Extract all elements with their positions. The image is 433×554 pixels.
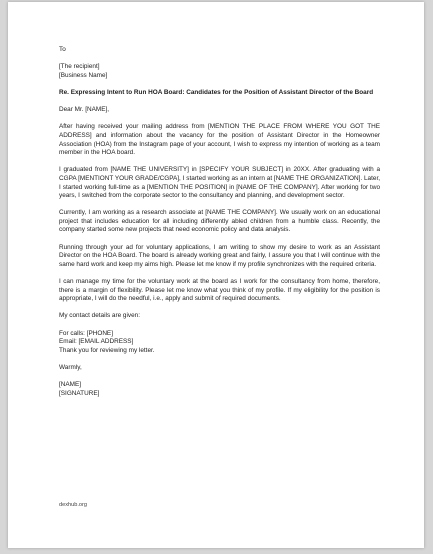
sender-name: [NAME] [59, 381, 82, 389]
recipient-name: [The recipient] [59, 63, 100, 71]
letter-body [59, 46, 380, 407]
paragraph-current-work: Currently, I am working as a research associate at [NAME THE COMPANY]. We usually work on an educational project that includes education for all including differently abled children from a humble class. Recently, the company started some new projects that need economic policy and data analysis. [59, 209, 380, 234]
document-page [8, 2, 424, 548]
to-label: To [59, 46, 66, 53]
paragraph-address: After having received your mailing address from [MENTION THE PLACE FROM WHERE YOU GOT THE ADDRESS] and information about the vacancy for the position of Assistant Director in the Homeowner Association (HOA) from the Instagram page of your account, I wish to express my intention of working as a team member in the HOA board. [59, 123, 380, 157]
signature-block [59, 381, 380, 398]
sender-signature: [SIGNATURE] [59, 389, 100, 397]
recipient-block [59, 63, 380, 80]
paragraph-education: I graduated from [NAME THE UNIVERSITY] in [SPECIFY YOUR SUBJECT] in 20XX. After graduating with a CGPA [MENTIONT YOUR GRADE/CGPA], I started working as an intern at [NAME THE ORGANIZATION]. Later, I started working full-time as a [MENTION THE POSITION] in [NAME OF THE COMPANY]. After working for two years, I switched from the corporate sector to the consultancy and planning, and development sector. [59, 166, 380, 200]
watermark: dexhub.org [59, 502, 87, 508]
contact-email: Email: [EMAIL ADDRESS] [59, 338, 134, 346]
paragraph-intent: Running through your ad for voluntary applications, I am writing to show my desire to work as an Assistant Director on the HOA Board. The board is already working great and fairly, I assure you that I will continue with the same hard work and keep my aims high. Please let me know if my profile synchronizes with the required criteria. [59, 243, 380, 268]
thanks-line: Thank you for reviewing my letter. [59, 346, 155, 354]
to-line [59, 46, 380, 55]
contact-intro: My contact details are given: [59, 312, 140, 320]
paragraph-availability: I can manage my time for the voluntary work at the board as I work for the consultancy from home, therefore, there is a margin of flexibility. Please let me know what you think of my profile. If my eligibility for the position is appropriate, I will do the needful, i.e., apply and submit of required documents. [59, 278, 380, 303]
business-name: [Business Name] [59, 71, 108, 79]
contact-block [59, 330, 380, 356]
closing: Warmly, [59, 363, 82, 371]
subject-line: Re. Expressing Intent to Run HOA Board: Candidates for the Position of Assistant Director of the Board [59, 88, 374, 96]
salutation: Dear Mr. [NAME], [59, 106, 110, 114]
contact-phone: For calls: [PHONE] [59, 329, 113, 337]
